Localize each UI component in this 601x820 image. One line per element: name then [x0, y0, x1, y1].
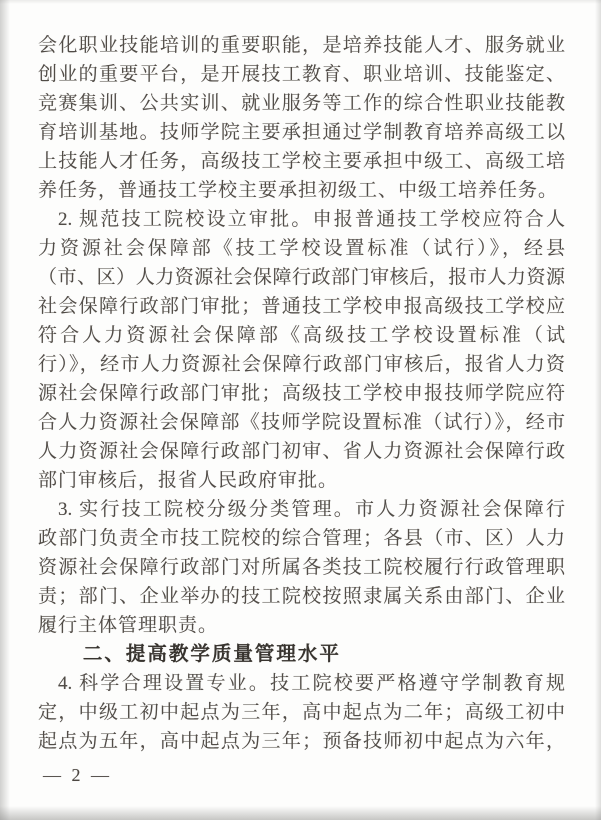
text-line: 竞赛集训、公共实训、就业服务等工作的综合性职业技能教 [38, 93, 565, 114]
scan-edge-top [0, 0, 601, 4]
text-line: 政部门负责全市技工院校的综合管理；各县（市、区）人力 [38, 528, 565, 549]
text-line: 定，中级工初中起点为三年，高中起点为二年；高级工初中 [38, 702, 565, 723]
text-line: 责；部门、企业举办的技工院校按照隶属关系由部门、企业 [38, 586, 565, 607]
text-line: 源社会保障行政部门审批；高级技工学校申报技师学院应符 [38, 383, 565, 404]
text-line: 履行主体管理职责。 [38, 615, 219, 636]
text-line: 创业的重要平台，是开展技工教育、职业培训、技能鉴定、 [38, 64, 565, 85]
scan-edge-bottom [0, 806, 601, 820]
text-line: 会化职业技能培训的重要职能，是培养技能人才、服务就业 [38, 35, 565, 56]
text-line: （市、区）人力资源社会保障行政部门审核后，报市人力资源 [38, 267, 565, 288]
text-line-item-4: 4. 科学合理设置专业。技工院校要严格遵守学制教育规 [57, 673, 565, 694]
text-line: 起点为五年，高中起点为三年；预备技师初中起点为六年， [38, 731, 565, 752]
section-heading: 二、提高教学质量管理水平 [82, 643, 341, 665]
text-line: 社会保障行政部门审批；普通技工学校申报高级技工学校应 [38, 296, 565, 317]
text-line: 上技能人才任务，高级技工学校主要承担中级工、高级工培 [38, 151, 565, 172]
text-line: 符合人力资源社会保障部《高级技工学校设置标准（试 [38, 325, 565, 346]
text-line: 育培训基地。技师学院主要承担通过学制教育培养高级工以 [38, 122, 565, 143]
scan-edge-left [0, 0, 10, 820]
text-line: 资源社会保障行政部门对所属各类技工院校履行行政管理职 [38, 557, 565, 578]
text-line: 养任务，普通技工学校主要承担初级工、中级工培养任务。 [38, 180, 559, 201]
text-line: 合人力资源社会保障部《技师学院设置标准（试行）》，经市 [38, 412, 565, 433]
text-line: 行）》，经市人力资源社会保障行政部门审核后，报省人力资 [38, 354, 565, 375]
text-line-item-2: 2. 规范技工院校设立审批。申报普通技工学校应符合人 [57, 209, 565, 230]
document-body [38, 31, 565, 756]
scan-edge-right [595, 0, 601, 820]
text-line: 力资源社会保障部《技工学校设置标准（试行）》，经县 [38, 238, 565, 259]
text-line: 人力资源社会保障行政部门初审、省人力资源社会保障行政 [38, 441, 565, 462]
text-line: 部门审核后，报省人民政府审批。 [38, 470, 339, 491]
text-line-item-3: 3. 实行技工院校分级分类管理。市人力资源社会保障行 [57, 499, 565, 520]
page-number: — 2 — [43, 765, 112, 785]
